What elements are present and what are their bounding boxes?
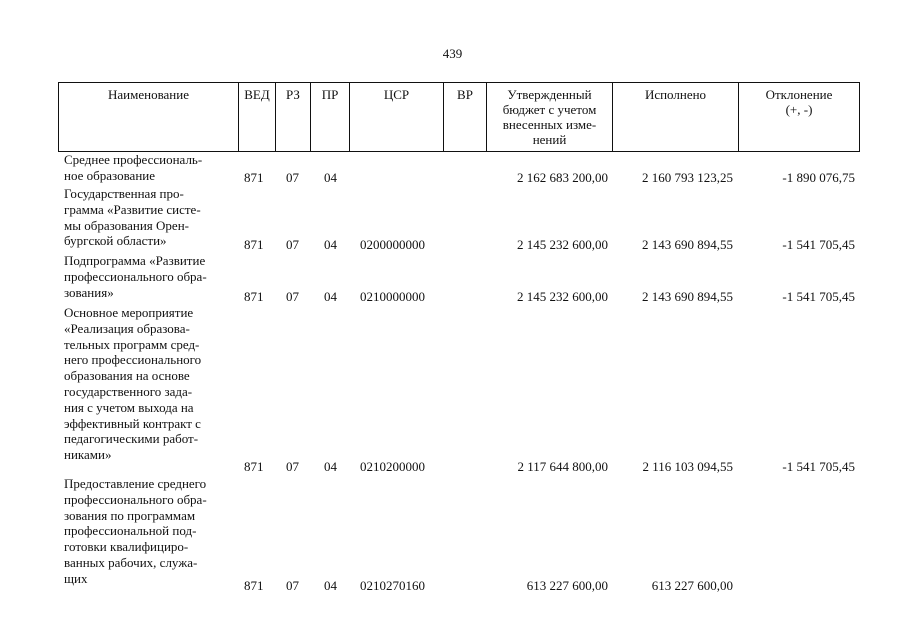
row-executed: 613 227 600,00 [651,578,733,593]
table-header [58,82,860,152]
row-pr: 04 [324,237,337,252]
header-pr-label: ПР [321,87,339,102]
header-ved [239,83,276,151]
row-approved: 2 162 683 200,00 [517,170,608,185]
row-rz: 07 [286,289,299,304]
row-name: Среднее профессиональ- ное образование [64,152,203,183]
row-approved: 2 117 644 800,00 [517,459,608,474]
row-rz: 07 [286,237,299,252]
row-name: Государственная про- грамма «Развитие систе- мы образования Орен- бургской области» [64,186,201,249]
row-name: Основное мероприятие «Реализация образова- тельных программ сред- него профессионального образования на основе государственного зада- ния с учетом выхода на эффективный контракт с педагогическими работ- никами» [64,305,202,463]
header-csr-label: ЦСР [383,87,410,102]
header-executed [613,83,739,151]
row-approved: 2 145 232 600,00 [517,237,608,252]
row-pr: 04 [324,170,337,185]
row-csr: 0210270160 [360,578,425,593]
header-vr [444,83,487,151]
row-pr: 04 [324,459,337,474]
row-deviation: -1 890 076,75 [782,170,855,185]
row-pr: 04 [324,289,337,304]
header-pr [311,83,350,151]
row-executed: 2 143 690 894,55 [642,289,733,304]
row-deviation: -1 541 705,45 [782,459,855,474]
header-approved-label: Утвержденный бюджет с учетом внесенных изме- нений [502,87,597,147]
row-rz: 07 [286,459,299,474]
row-csr: 0200000000 [360,237,425,252]
row-ved: 871 [244,578,264,593]
row-name: Предоставление среднего профессионального обра- зования по программам профессиональной под- готовки квалифициро- ванных рабочих, служа- щих [64,476,207,586]
row-rz: 07 [286,170,299,185]
header-csr [350,83,444,151]
row-ved: 871 [244,289,264,304]
header-approved [487,83,613,151]
row-ved: 871 [244,237,264,252]
row-ved: 871 [244,170,264,185]
header-deviation-label: Отклонение (+, -) [765,87,833,117]
header-ved-label: ВЕД [244,87,270,102]
header-executed-label: Исполнено [644,87,707,102]
row-ved: 871 [244,459,264,474]
header-name-label: Наименование [108,87,189,102]
row-rz: 07 [286,578,299,593]
header-name [59,83,239,151]
row-executed: 2 160 793 123,25 [642,170,733,185]
row-deviation: -1 541 705,45 [782,289,855,304]
row-approved: 2 145 232 600,00 [517,289,608,304]
header-vr-label: ВР [457,87,473,102]
row-deviation: -1 541 705,45 [782,237,855,252]
row-csr: 0210200000 [360,459,425,474]
page-number: 439 [442,46,463,61]
row-csr: 0210000000 [360,289,425,304]
row-executed: 2 143 690 894,55 [642,237,733,252]
header-deviation [739,83,859,151]
row-pr: 04 [324,578,337,593]
row-name: Подпрограмма «Развитие профессионального обра- зования» [64,253,207,300]
header-rz-label: РЗ [286,87,300,102]
row-executed: 2 116 103 094,55 [642,459,733,474]
header-rz [276,83,311,151]
row-approved: 613 227 600,00 [526,578,608,593]
